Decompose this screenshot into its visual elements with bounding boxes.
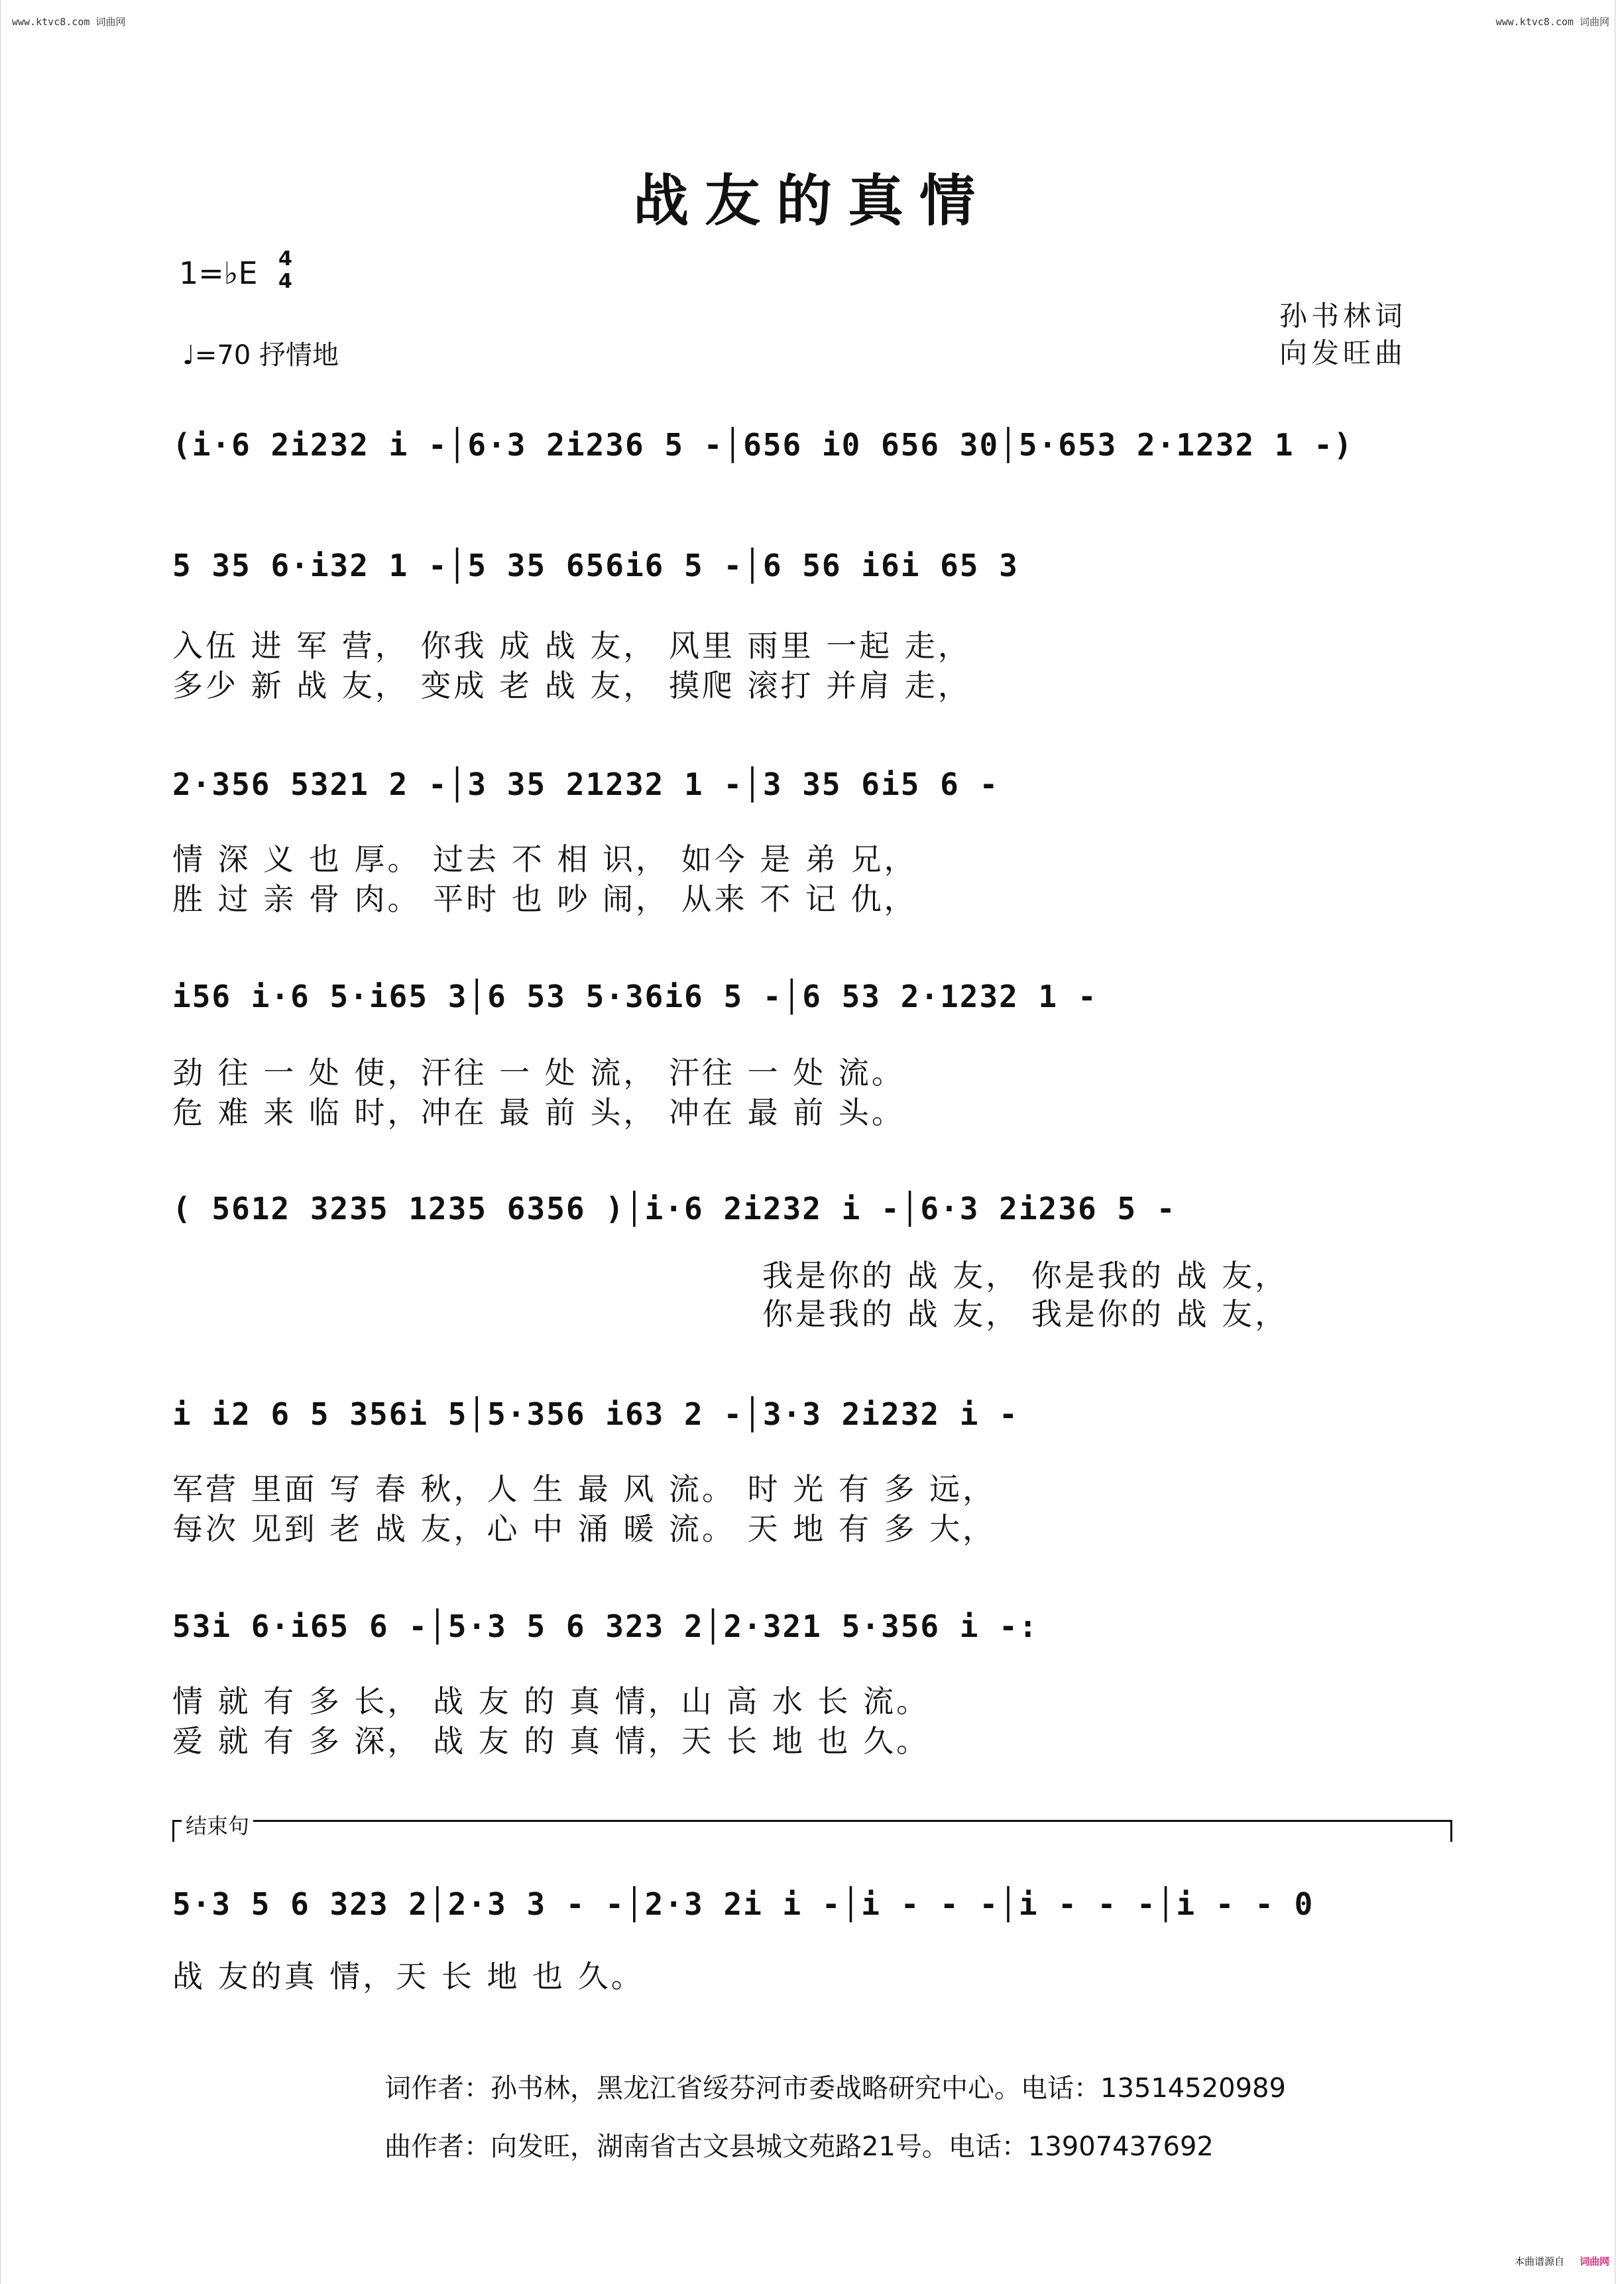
lyrics-verse-2: 危 难 来 临 时，冲在 最 前 头， 冲在 最 前 头。 [172,1095,905,1130]
lyrics-verse-1: 劲 往 一 处 使，汗往 一 处 流， 汗往 一 处 流。 [172,1055,905,1091]
lyricist-contact: 词作者：孙书林，黑龙江省绥芬河市委战略研究中心。电话：13514520989 [384,2073,1286,2104]
tempo-marking: ♩=70 抒情地 [182,340,339,371]
lyrics-verse-1: 军营 里面 写 春 秋，人 生 最 风 流。 时 光 有 多 远， [172,1471,996,1507]
lyrics-verse-2: 每次 见到 老 战 友，心 中 涌 暖 流。 天 地 有 多 大， [172,1511,996,1547]
system-1 [172,544,1445,709]
time-signature-bottom: 4 [278,270,292,293]
brand-logo[interactable]: 词曲网 [1579,2255,1609,2267]
lyrics-verse-2: 胜 过 亲 骨 肉。 平时 也 吵 闹， 从来 不 记 仇， [172,881,917,917]
lyrics-verse-2: 你是我的 战 友， 我是你的 战 友， [762,1296,1289,1332]
system-5 [172,1392,1445,1558]
composer-credit: 向发旺曲 [1279,337,1407,369]
notation-line: i56 i·6 5·i65 3│6 53 5·36i6 5 -│6 53 2·1232 1 - [172,979,1098,1014]
key-signature: 1=♭E [179,255,258,291]
lyricist-credit: 孙书林词 [1279,300,1407,332]
lyrics-verse-2: 多少 新 战 友， 变成 老 战 友， 摸爬 滚打 并肩 走， [172,668,971,703]
notation-line: 5 35 6·i32 1 -│5 35 656i6 5 -│6 56 i6i 65 3 [172,548,1019,583]
site-header-right[interactable]: www.ktvc8.com 词曲网 [1495,16,1609,28]
lyrics-verse-1: 入伍 进 军 营， 你我 成 战 友， 风里 雨里 一起 走， [172,628,971,664]
ending-label: 结束句 [182,1809,253,1840]
system-6 [172,1604,1445,1770]
lyrics-verse-1: 战 友的真 情，天 长 地 也 久。 [172,1958,644,1994]
notation-line: 5·3 5 6 323 2│2·3 3 - -│2·3 2i i -│i - - -│i - - -│i - - 0 [172,1886,1314,1922]
site-header-left[interactable]: www.ktvc8.com 词曲网 [12,16,126,28]
notation-line: (i·6 2i232 i -│6·3 2i236 5 -│656 i0 656 30│5·653 2·1232 1 -) [172,427,1354,463]
system-ending [172,1813,1445,2006]
notation-line: 53i 6·i65 6 -│5·3 5 6 323 2│2·321 5·356 i -: [172,1608,1039,1644]
lyrics-verse-1: 我是你的 战 友， 你是我的 战 友， [762,1258,1289,1293]
notation-line: i i2 6 5 356i 5│5·356 i63 2 -│3·3 2i232 i - [172,1396,1019,1432]
song-title: 战友的真情 [632,168,991,233]
left-watermark-strip [0,0,9,2284]
ending-bracket [172,1820,1452,1842]
system-3 [172,975,1445,1140]
notation-line: ( 5612 3235 1235 6356 )│i·6 2i232 i -│6·3 2i236 5 - [172,1191,1177,1227]
time-signature-top: 4 [278,247,292,270]
lyrics-verse-1: 情 就 有 多 长， 战 友 的 真 情，山 高 水 长 流。 [172,1683,930,1719]
right-watermark-strip [1615,0,1623,2284]
composer-contact: 曲作者：向发旺，湖南省古文县城文苑路21号。电话：13907437692 [384,2132,1214,2162]
lyrics-verse-2: 爱 就 有 多 深， 战 友 的 真 情，天 长 地 也 久。 [172,1723,930,1759]
system-intro [172,424,1445,477]
system-2 [172,762,1445,928]
time-signature [278,248,292,293]
source-stamp: 本曲谱源自 [1514,2255,1564,2267]
system-4 [172,1187,1445,1352]
lyrics-verse-1: 情 深 义 也 厚。 过去 不 相 识， 如今 是 弟 兄， [172,841,917,877]
notation-line: 2·356 5321 2 -│3 35 21232 1 -│3 35 6i5 6 - [172,766,1000,802]
